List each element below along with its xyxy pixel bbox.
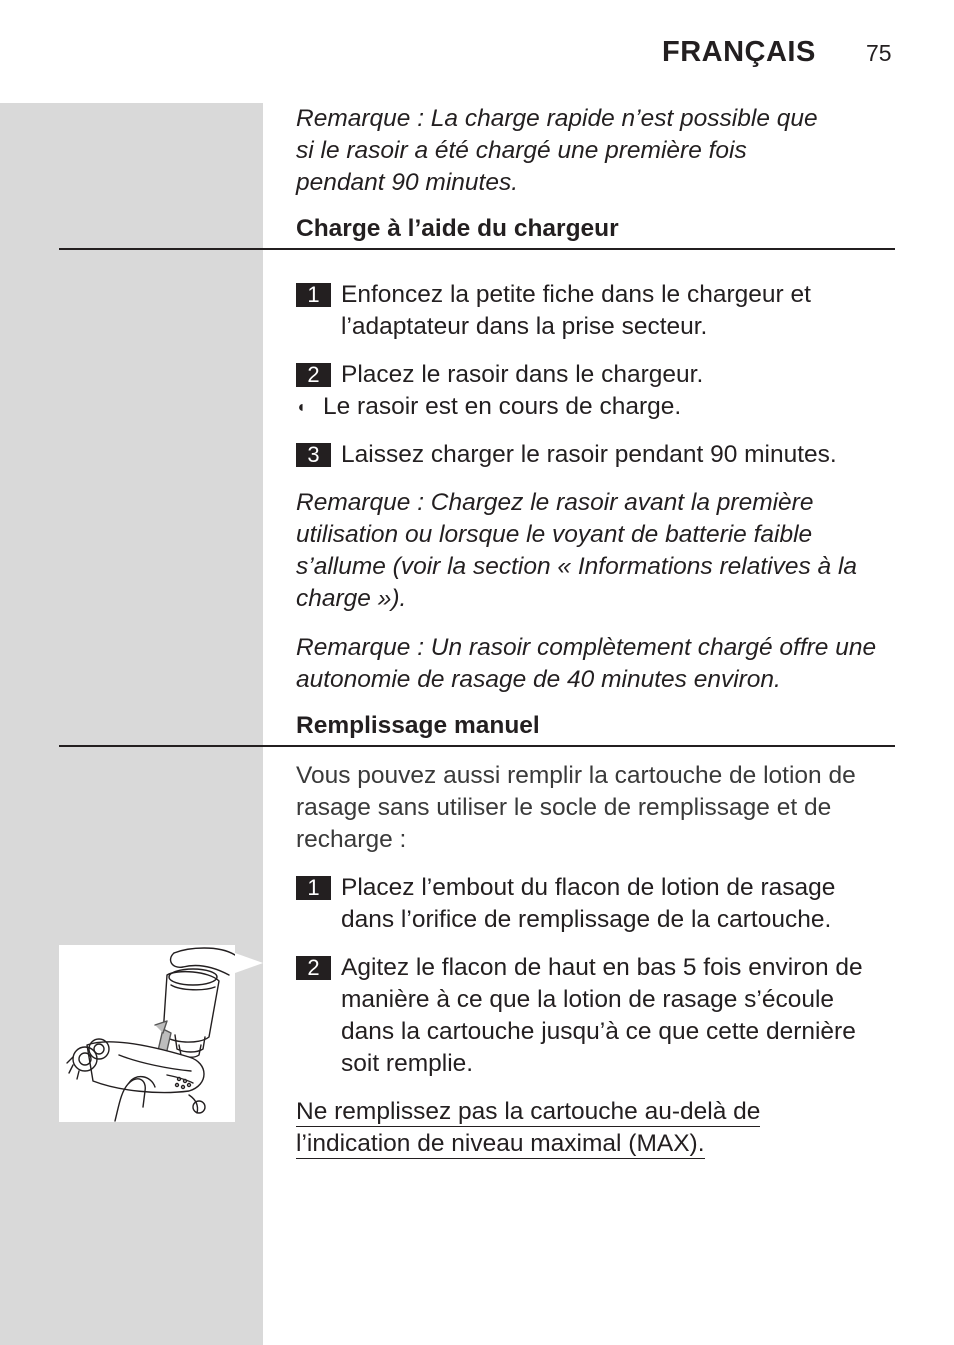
- step-number: 2: [296, 363, 331, 387]
- result-arrow-icon: ◖: [296, 399, 306, 416]
- step-number: 1: [296, 283, 331, 307]
- step-number: 3: [296, 443, 331, 467]
- step-text: Enfoncez la petite fiche dans le chargeur et l’adaptateur dans la prise secteur.: [341, 281, 811, 340]
- refill-illustration: [59, 945, 235, 1122]
- page-sidebar: [0, 103, 263, 1345]
- charger-step-3: [296, 439, 886, 471]
- illustration-pointer: [235, 953, 263, 973]
- charging-result: [296, 391, 681, 424]
- language-header: FRANÇAIS: [662, 36, 816, 68]
- heading-manual-fill: Remplissage manuel: [296, 712, 540, 739]
- note-autonomy: Remarque : Un rasoir complètement chargé offre une autonomie de rasage de 40 minutes environ.: [296, 634, 877, 693]
- step-text: Placez le rasoir dans le chargeur.: [341, 361, 704, 388]
- section-divider: [59, 248, 895, 250]
- manual-fill-intro: Vous pouvez aussi remplir la cartouche de lotion de rasage sans utiliser le socle de remplissage et de recharge :: [296, 762, 856, 853]
- step-text: Placez l’embout du flacon de lotion de rasage dans l’orifice de remplissage de la cartouche.: [341, 874, 836, 933]
- manual-step-1: [296, 872, 886, 936]
- note-first-use: Remarque : Chargez le rasoir avant la première utilisation ou lorsque le voyant de batterie faible s’allume (voir la section « Informations relatives à la charge »).: [296, 489, 858, 612]
- step-text: Agitez le flacon de haut en bas 5 fois environ de manière à ce que la lotion de rasage s’écoule dans la cartouche jusqu’à ce que cette dernière soit remplie.: [341, 954, 863, 1077]
- step-number: 2: [296, 956, 331, 980]
- warning-text: Ne remplissez pas la cartouche au-delà de l’indication de niveau maximal (MAX).: [296, 1098, 761, 1157]
- step-text: Laissez charger le rasoir pendant 90 minutes.: [341, 441, 837, 468]
- warning-max-level: [296, 1096, 816, 1160]
- note-fast-charge: Remarque : La charge rapide n’est possible que si le rasoir a été chargé une première fois pendant 90 minutes.: [296, 105, 818, 196]
- page-number: 75: [866, 40, 892, 66]
- charger-step-2: [296, 359, 886, 391]
- manual-step-2: [296, 952, 886, 1080]
- step-number: 1: [296, 876, 331, 900]
- charger-step-1: [296, 279, 886, 343]
- refill-illustration-svg: [59, 945, 235, 1122]
- heading-charger: Charge à l’aide du chargeur: [296, 215, 619, 242]
- result-text: Le rasoir est en cours de charge.: [323, 393, 682, 420]
- section-divider: [59, 745, 895, 747]
